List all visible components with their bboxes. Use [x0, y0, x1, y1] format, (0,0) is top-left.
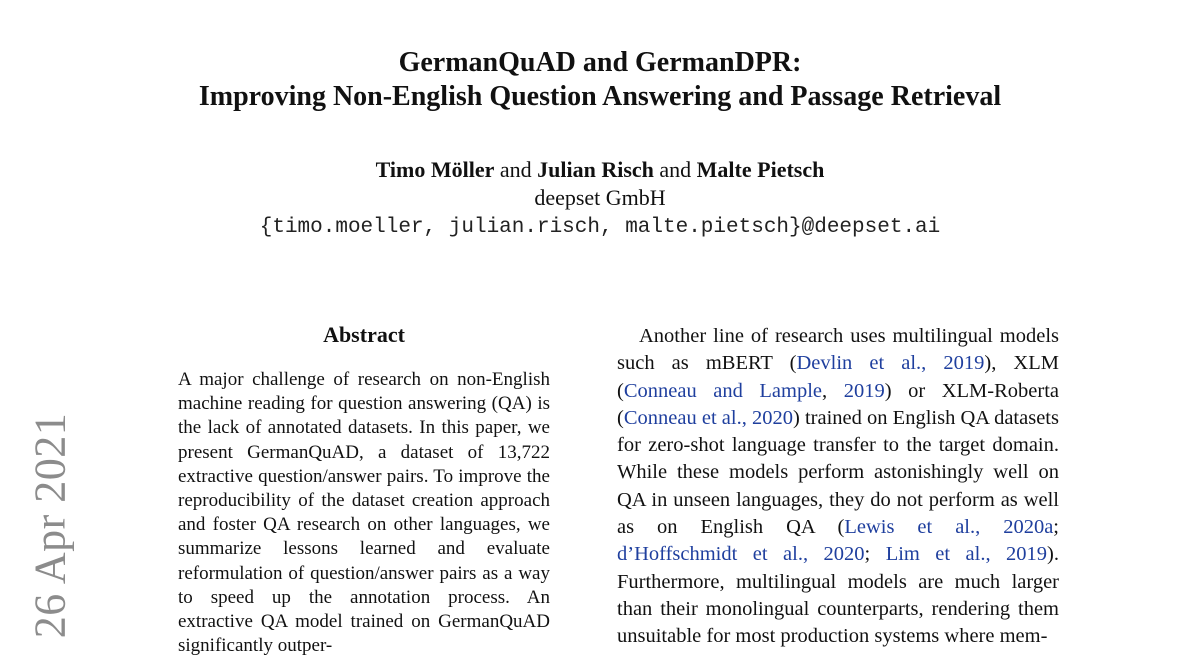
arxiv-date-text: 26 Apr 2021 — [25, 412, 75, 638]
body-text: ), XLM ( — [617, 352, 1059, 402]
author-separator: and — [499, 157, 532, 182]
author-name: Timo Möller — [375, 157, 495, 182]
paper-title — [0, 46, 1200, 114]
body-paragraph — [617, 323, 1059, 651]
body-text: Another line of research uses multilingual models such as mBERT ( — [617, 325, 1059, 375]
body-text: ; — [1053, 516, 1059, 539]
author-name: Julian Risch — [537, 157, 654, 182]
body-text: ). Furthermore, multilingual models are much larger than their monolingual counterparts, rendering them unsuitable for most production systems where mem- — [617, 543, 1059, 648]
body-text: ; — [864, 543, 886, 566]
author-email: {timo.moeller, julian.risch, malte.pietsch}@deepset.ai — [259, 216, 941, 239]
body-text: ) or XLM-Roberta ( — [617, 379, 1059, 429]
abstract-text: A major challenge of research on non-English machine reading for question answering (QA) is the lack of annotated datasets. In this paper, we present GermanQuAD, a dataset of 13,722 extractive question/answer pairs. To improve the reproducibility of the dataset creation approach and foster QA research on other languages, we summarize lessons learned and evaluate reformulation of question/answer pairs as a way to speed up the annotation process. An extractive QA model trained on GermanQuAD significantly outper- — [178, 369, 550, 657]
arxiv-date-stamp — [20, 412, 80, 638]
citation-link[interactable]: Lim et al., 2019 — [885, 543, 1048, 566]
citation-link[interactable]: d’Hoffschmidt et al., 2020 — [617, 543, 865, 566]
author-list — [0, 156, 1200, 184]
title-line-1: GermanQuAD and GermanDPR: — [398, 47, 802, 78]
abstract-heading: Abstract — [323, 322, 405, 347]
author-separator: and — [659, 157, 692, 182]
body-text: , — [822, 379, 844, 402]
citation-link[interactable]: Lewis et al., 2020a — [844, 516, 1054, 539]
author-name: Malte Pietsch — [696, 157, 825, 182]
title-line-2: Improving Non-English Question Answering and Passage Retrieval — [198, 81, 1002, 112]
citation-link[interactable]: Conneau and Lample — [623, 379, 823, 402]
body-column-right — [617, 323, 1059, 651]
citation-link[interactable]: 2019 — [843, 379, 885, 402]
body-text: ) trained on English QA datasets for zero-shot language transfer to the target domain. While these models perform astonishingly well on QA in unseen languages, they do not perform as well as on English QA ( — [617, 406, 1059, 539]
author-affiliation: deepset GmbH — [534, 185, 666, 210]
citation-link[interactable]: Conneau et al., 2020 — [623, 406, 793, 429]
citation-link[interactable]: Devlin et al., 2019 — [796, 352, 985, 375]
